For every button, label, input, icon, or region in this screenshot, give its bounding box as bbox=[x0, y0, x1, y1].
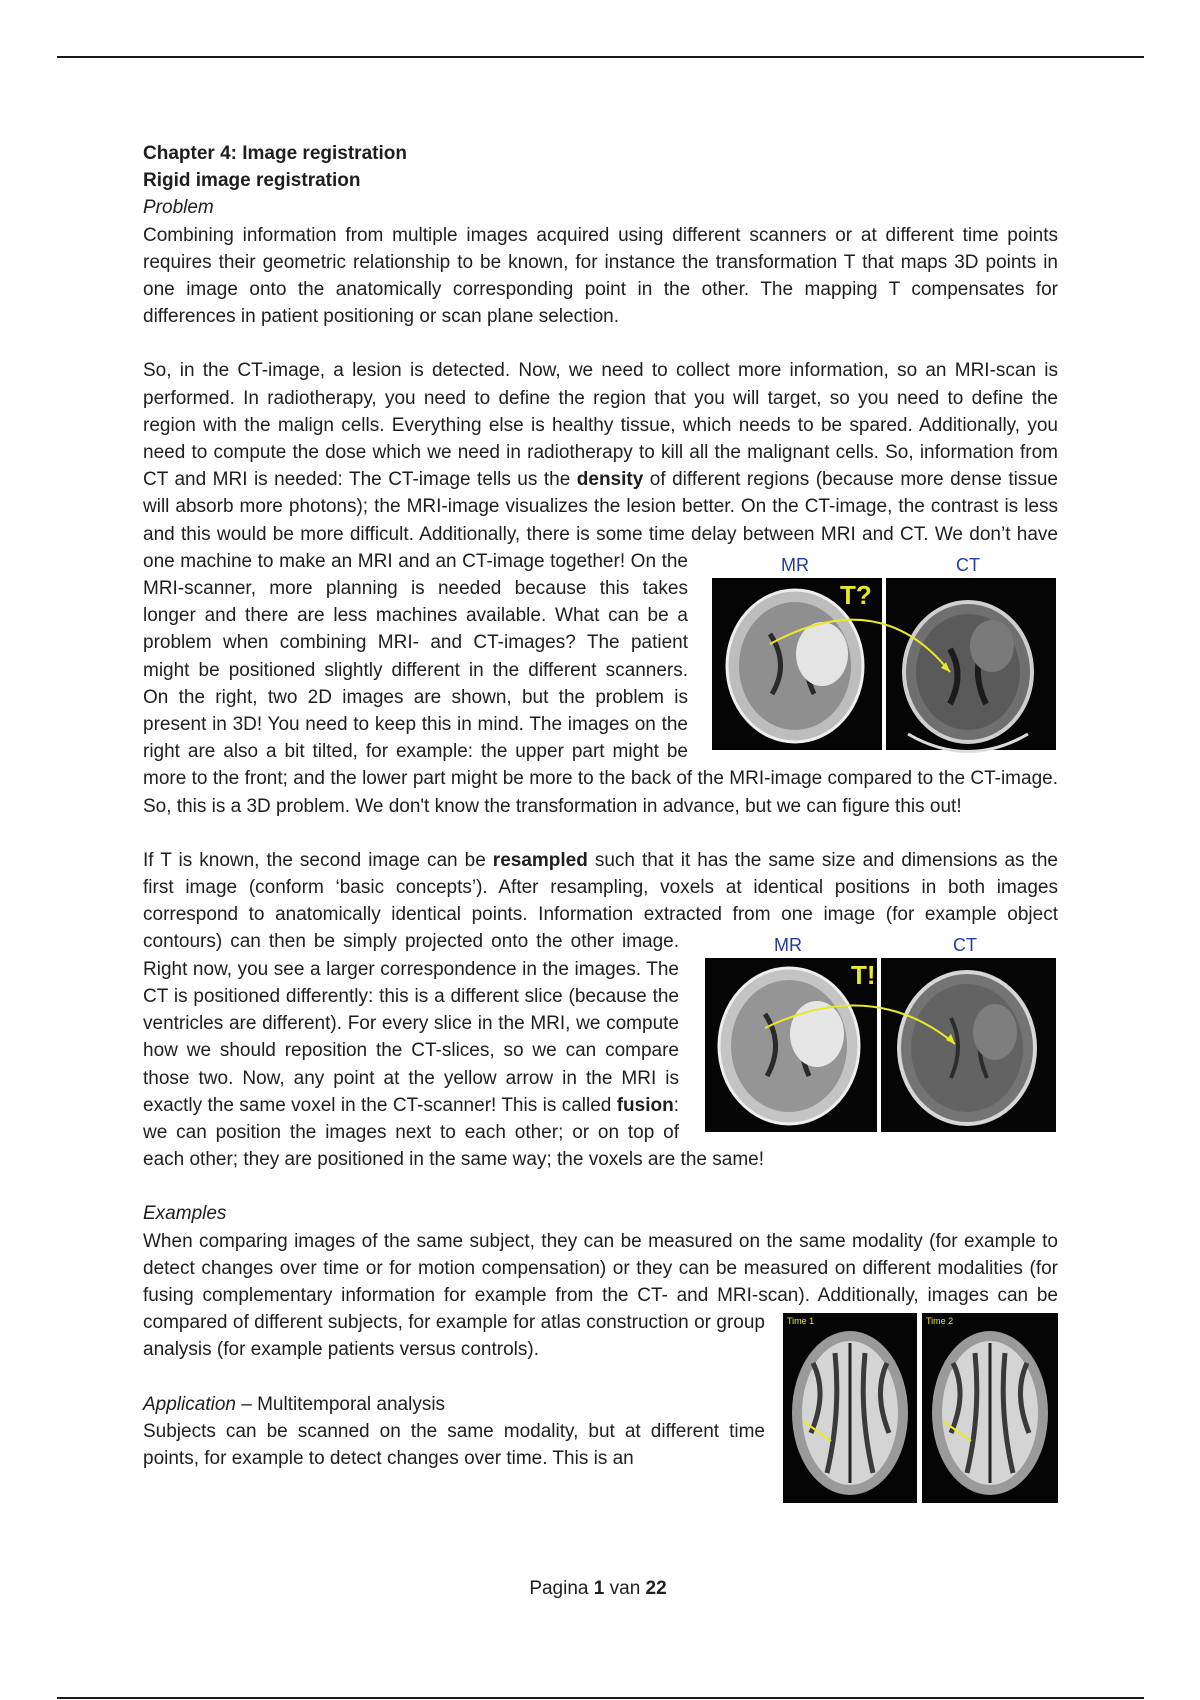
application-paragraph: Subjects can be scanned on the same modality, but at different time points, for example to detect changes over time. This is an bbox=[143, 1420, 765, 1469]
page-content bbox=[143, 140, 1058, 1503]
mr-ct-figure-registered bbox=[703, 936, 1058, 1134]
application-heading: Application – Multitemporal analysis bbox=[143, 1393, 446, 1415]
examples-paragraph: When comparing images of the same subject, they can be measured on the same modality (for example to detect changes over time or for motion compensation) or they can be measured on different modalities (for fusing complementary information for example from the CT- and MRI-scan). Additionally, images can be compared of different subjects, for example for atlas construction or Time 1 Time 2 group analysis (for example patients versus controls). bbox=[143, 1228, 1058, 1364]
page-footer bbox=[0, 1575, 1200, 1602]
problem-paragraph-2: So, in the CT-image, a lesion is detected. Now, we need to collect more information, so an MRI-scan is performed. In radiotherapy, you need to define the region that you will target, so you need to define the region with the malign cells. Everything else is healthy tissue, which needs to be spared. Additionally, you need to compute the dose which we need in radiotherapy to kill all the malignant cells. So, information from CT and MRI is needed: The CT-image tells us the density of different regions (because more dense tissue will absorb more photons); the MRI-image visualizes the lesion better. On the CT-image, the contrast is less and this would be more difficult. Additionally, there is some time delay between MRI and CT. We don’t have one machine to make an MRI and an CT-image MR CT T? together! On the MRI-scanner, more planning is needed because this takes longer and there are less machines available. What can be a problem when combining MRI- and CT-images? The patient might be positioned slightly different in the different scanners. On the right, two 2D images are shown, but the problem is present in 3D! You need to keep this in mind. The images on the right are also a bit tilted, for example: the upper part might be more to the front; and the lower part might be more to the back of the MRI-image compared to the CT-image. So, this is a 3D problem. We don't know the transformation in advance, but we can figure this out! bbox=[143, 360, 1058, 817]
examples-heading: Examples bbox=[143, 1203, 227, 1225]
transform-known-label: T! bbox=[851, 960, 876, 991]
transform-unknown-label: T? bbox=[840, 579, 872, 610]
mr-ct-figure-unregistered bbox=[710, 554, 1058, 756]
footer-rule bbox=[57, 1697, 1144, 1699]
mr-label-2: MR bbox=[774, 936, 802, 956]
problem-heading: Problem bbox=[143, 197, 214, 219]
header-rule bbox=[57, 56, 1144, 58]
problem-paragraph-3: If T is known, the second image can be resampled such that it has the same size and dimensions as the first image (conform ‘basic concepts’). After resampling, voxels at identical positions in both images correspond to anatomically identical points. Information extracted from one image (for MR CT T! example object contours) can then be simply projected onto the other image. Right now, you see a larger correspondence in the images. The CT is positioned differently: this is a different slice (because the ventricles are different). For every slice in the MRI, we compute how we should reposition the CT-slices, so we can compare those two. Now, any point at the yellow arrow in the MRI is exactly the same voxel in the CT-scanner! This is called fusion: we can position the images next to each other; or on top of each other; they are positioned in the same way; the voxels are the same! bbox=[143, 849, 1059, 1171]
chapter-title: Chapter 4: Image registration bbox=[143, 143, 407, 164]
fusion-term: fusion bbox=[616, 1094, 674, 1116]
time-series-image-pair bbox=[783, 1313, 1058, 1503]
section-title: Rigid image registration bbox=[143, 170, 361, 192]
page-number: Pagina 1 van 22 bbox=[529, 1578, 667, 1599]
multitemporal-figure bbox=[783, 1313, 1058, 1503]
time1-label: Time 1 bbox=[787, 1316, 815, 1327]
problem-paragraph-1: Combining information from multiple images acquired using different scanners or at different time points requires their geometric relationship to be known, for instance the transformation T that maps 3D points in one image onto the anatomically corresponding point in the other. The mapping T compensates for differences in patient positioning or scan plane selection. bbox=[143, 224, 1058, 328]
ct-label: CT bbox=[956, 554, 980, 575]
resampled-term: resampled bbox=[492, 849, 588, 871]
mr-ct-image-pair bbox=[710, 554, 1058, 756]
mr-label: MR bbox=[781, 554, 809, 575]
density-term: density bbox=[576, 469, 644, 491]
ct-label-2: CT bbox=[953, 936, 977, 956]
time2-label: Time 2 bbox=[926, 1316, 954, 1327]
mr-ct-image-pair-registered bbox=[703, 936, 1058, 1134]
